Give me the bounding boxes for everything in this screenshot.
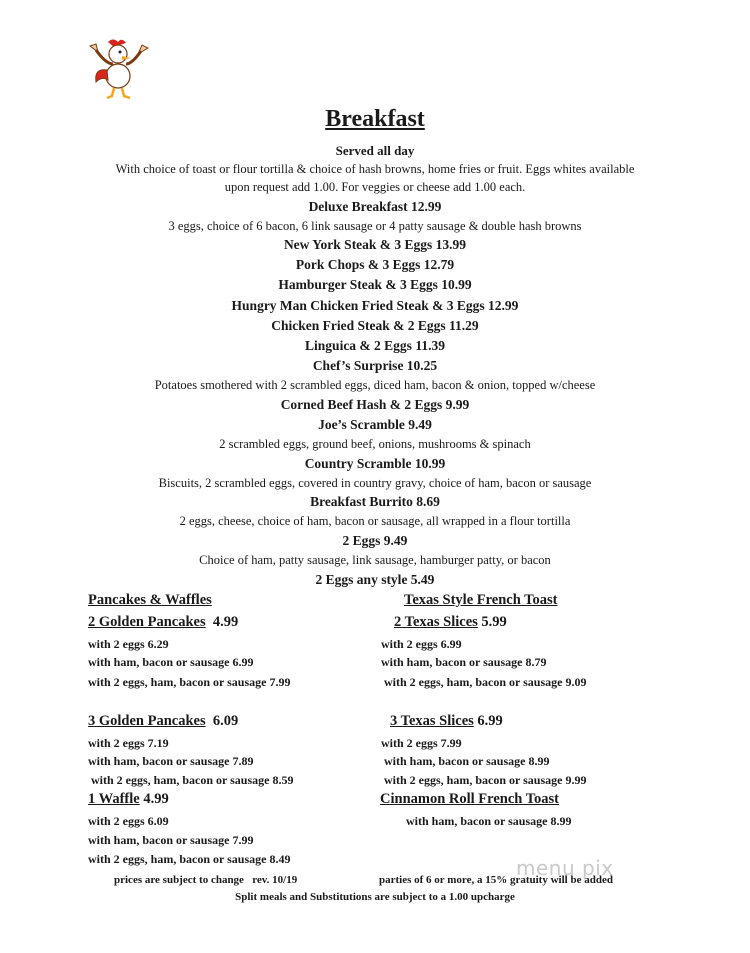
menu-option: with ham, bacon or sausage 7.89 <box>88 754 254 768</box>
menu-option: with ham, bacon or sausage 8.79 <box>381 655 547 669</box>
group-name: 1 Waffle <box>88 791 140 807</box>
menu-option: with 2 eggs 6.29 <box>88 637 169 651</box>
group-name: 3 Texas Slices <box>390 713 474 729</box>
group-price: 4.99 <box>139 791 169 807</box>
menu-item: Chef’s Surprise 10.25 <box>312 358 438 373</box>
menu-item-description: 2 scrambled eggs, ground beef, onions, mushrooms & spinach <box>219 437 531 451</box>
menu-item: Hungry Man Chicken Fried Steak & 3 Eggs 12.99 <box>231 298 519 313</box>
menu-item: 2 Eggs any style 5.49 <box>315 572 435 587</box>
menu-option: with 2 eggs, ham, bacon or sausage 8.59 <box>88 773 294 787</box>
menu-item-description: Biscuits, 2 scrambled eggs, covered in country gravy, choice of ham, bacon or sausage <box>158 476 592 490</box>
group-name: 3 Golden Pancakes <box>88 713 206 729</box>
menu-option: with ham, bacon or sausage 7.99 <box>88 833 254 847</box>
menu-item: Corned Beef Hash & 2 Eggs 9.99 <box>280 397 470 412</box>
gratuity-note: parties of 6 or more, a 15% gratuity will be added <box>379 874 613 886</box>
menu-item: 2 Eggs 9.49 <box>342 533 408 548</box>
menu-item-description: Potatoes smothered with 2 scrambled eggs, diced ham, bacon & onion, topped w/cheese <box>154 378 596 392</box>
watermark: menu pix <box>516 856 614 880</box>
menu-item: New York Steak & 3 Eggs 13.99 <box>283 237 467 252</box>
menu-group-title <box>88 791 169 808</box>
menu-group-title <box>88 614 238 631</box>
intro-note-line-1: With choice of toast or flour tortilla & choice of hash browns, home fries or fruit. Eggs whites available <box>115 162 635 176</box>
menu-item: Chicken Fried Steak & 2 Eggs 11.29 <box>271 318 479 333</box>
menu-item: Joe’s Scramble 9.49 <box>318 417 432 432</box>
group-name: 2 Golden Pancakes <box>88 614 206 630</box>
menu-item: Linguica & 2 Eggs 11.39 <box>305 338 445 353</box>
menu-item: Pork Chops & 3 Eggs 12.79 <box>295 257 455 272</box>
group-price: 4.99 <box>205 614 239 630</box>
menu-option: with 2 eggs 6.09 <box>88 814 169 828</box>
served-all-day: Served all day <box>335 143 415 158</box>
menu-group-title <box>88 713 238 730</box>
menu-option: with 2 eggs, ham, bacon or sausage 9.09 <box>381 675 587 689</box>
menu-item-description: 2 eggs, cheese, choice of ham, bacon or sausage, all wrapped in a flour tortilla <box>179 514 571 528</box>
cinnamon-roll-heading: Cinnamon Roll French Toast <box>380 791 560 807</box>
menu-item: Country Scramble 10.99 <box>304 456 446 471</box>
french-toast-heading: Texas Style French Toast <box>404 592 558 608</box>
menu-option: with 2 eggs, ham, bacon or sausage 8.49 <box>88 852 291 866</box>
group-price: 6.09 <box>205 713 239 729</box>
menu-item: Deluxe Breakfast 12.99 <box>308 199 442 214</box>
menu-group-title <box>390 713 503 730</box>
rooster-chef-icon <box>86 38 152 100</box>
menu-option: with 2 eggs, ham, bacon or sausage 7.99 <box>88 675 291 689</box>
menu-group-title <box>394 614 507 631</box>
intro-note-line-2: upon request add 1.00. For veggies or cheese add 1.00 each. <box>224 180 526 194</box>
menu-option: with 2 eggs, ham, bacon or sausage 9.99 <box>381 773 587 787</box>
menu-item: Hamburger Steak & 3 Eggs 10.99 <box>278 277 472 292</box>
group-price: 5.99 <box>477 614 507 630</box>
split-meals-note: Split meals and Substitutions are subject to a 1.00 upcharge <box>235 891 515 903</box>
prices-note: prices are subject to change rev. 10/19 <box>114 874 298 886</box>
menu-option: with ham, bacon or sausage 6.99 <box>88 655 254 669</box>
menu-option: with 2 eggs 6.99 <box>381 637 462 651</box>
menu-option: with ham, bacon or sausage 8.99 <box>406 814 572 828</box>
page-title: Breakfast <box>325 106 425 132</box>
pancakes-waffles-heading: Pancakes & Waffles <box>88 592 212 608</box>
menu-option: with ham, bacon or sausage 8.99 <box>381 754 550 768</box>
menu-item-description: 3 eggs, choice of 6 bacon, 6 link sausage or 4 patty sausage & double hash browns <box>168 219 582 233</box>
menu-option: with 2 eggs 7.19 <box>88 736 169 750</box>
group-price: 6.99 <box>473 713 503 729</box>
menu-option: with 2 eggs 7.99 <box>381 736 462 750</box>
menu-item: Breakfast Burrito 8.69 <box>310 494 440 509</box>
group-name: 2 Texas Slices <box>394 614 478 630</box>
menu-item-description: Choice of ham, patty sausage, link sausage, hamburger patty, or bacon <box>199 553 551 567</box>
